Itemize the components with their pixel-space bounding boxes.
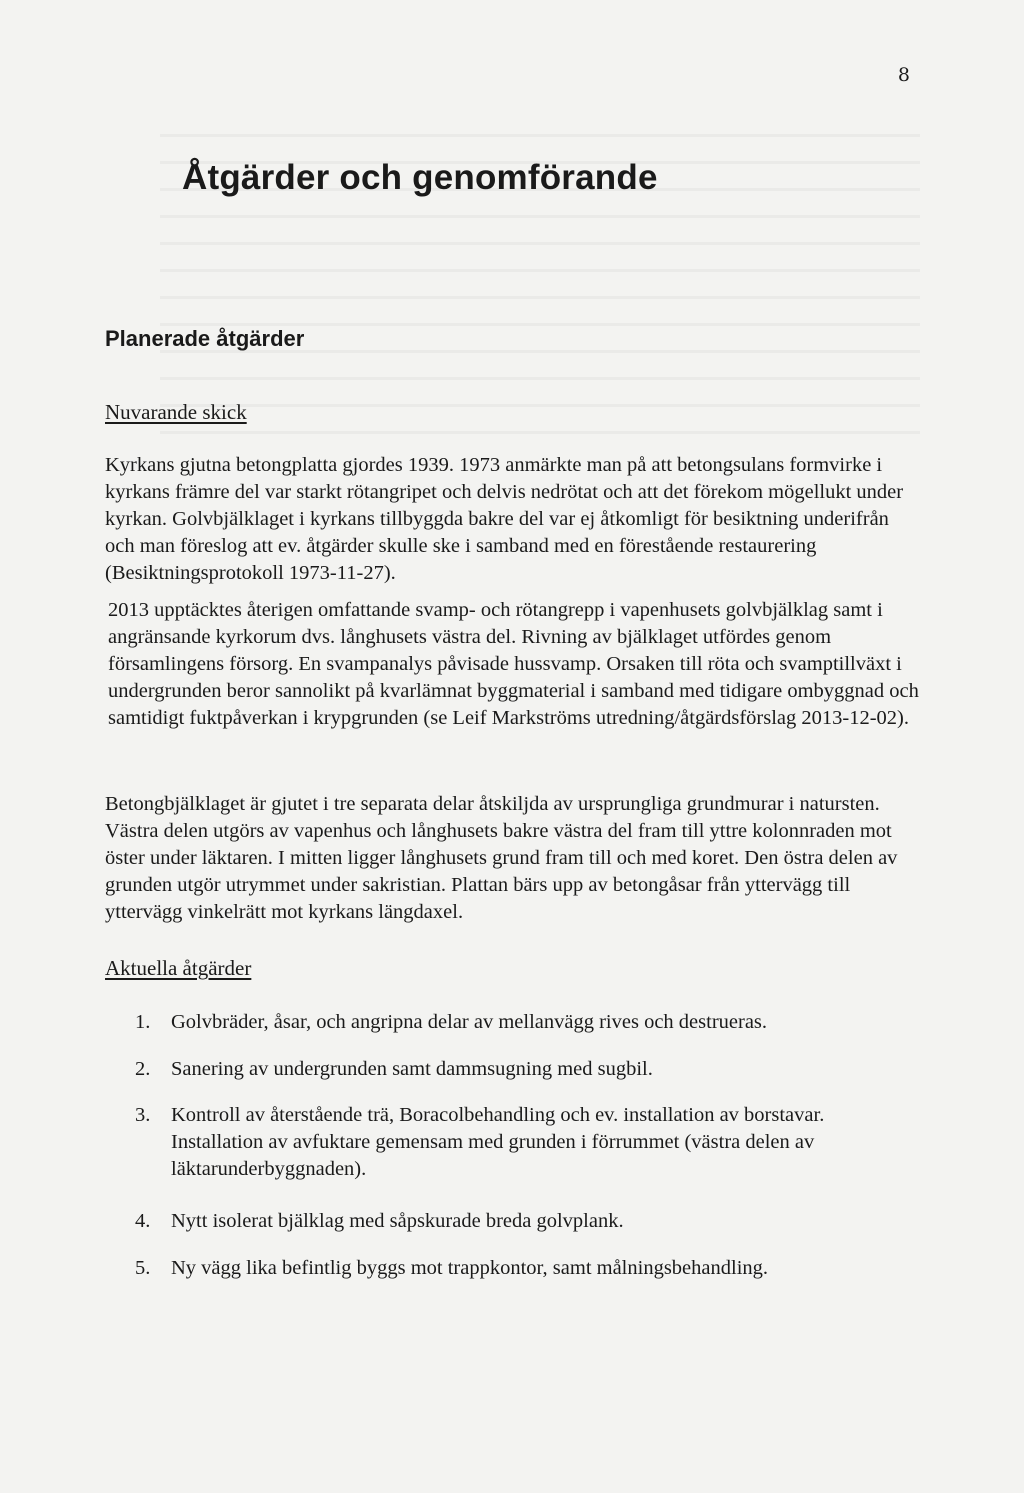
subsection-label-aktuella-atgarder: Aktuella åtgärder [105,956,252,980]
list-item-text: Ny vägg lika befintlig byggs mot trappkontor, samt målningsbehandling. [171,1257,769,1279]
list-item [135,1056,915,1083]
subsection-label-nuvarande-skick: Nuvarande skick [105,400,247,424]
list-item-number: 1. [135,1011,151,1033]
list-item-text: Nytt isolerat bjälklag med såpskurade breda golvplank. [171,1210,624,1232]
list-item [135,1102,915,1183]
section-heading-planerade: Planerade åtgärder [105,326,305,351]
page-number: 8 [897,64,910,86]
list-item-number: 3. [135,1104,151,1126]
list-item [135,1208,915,1235]
list-item-number: 4. [135,1210,151,1232]
list-item-text: Sanering av undergrunden samt dammsugning med sugbil. [171,1058,653,1080]
list-item [135,1009,915,1036]
list-item-number: 5. [135,1257,151,1279]
list-item-text: Golvbräder, åsar, och angripna delar av mellanvägg rives och destrueras. [171,1011,768,1033]
paragraph-svampangrepp: 2013 upptäcktes återigen omfattande svamp- och rötangrepp i vapenhusets golvbjälklag samt i angränsande kyrkorum dvs. långhusets västra del. Rivning av bjälklaget utfördes genom församlingens försorg. En svampanalys påvisade hussvamp. Orsaken till röta och svamptillväxt i undergrunden beror sannolikt på kvarlämnat byggmaterial i samband med tidigare ombyggnad och samtidigt fuktpåverkan i krypgrunden (se Leif Markströms utredning/åtgärdsförslag 2013-12-02). [108,599,919,729]
page-title: Åtgärder och genomförande [182,158,658,197]
action-list [135,1009,915,1302]
list-item [135,1255,915,1282]
paragraph-betongbjalklag: Betongbjälklaget är gjutet i tre separata delar åtskiljda av ursprungliga grundmurar i natursten. Västra delen utgörs av vapenhus och långhusets bakre västra del fram till yttre kolonnraden mot öster under läktaren. I mitten ligger långhusets grund fram till och med koret. Den östra delen av grunden utgör utrymmet under sakristian. Plattan bärs upp av betongåsar från yttervägg till yttervägg vinkelrätt mot kyrkans längdaxel. [105,793,898,923]
list-item-text: Kontroll av återstående trä, Boracolbehandling och ev. installation av borstavar. Installation av avfuktare gemensam med grunden i förrummet (västra delen av läktarunderbyggnaden). [171,1104,825,1180]
list-item-number: 2. [135,1058,151,1080]
paragraph-betongplatta: Kyrkans gjutna betongplatta gjordes 1939. 1973 anmärkte man på att betongsulans formvirke i kyrkans främre del var starkt rötangripet och delvis nedrötat och att det förekom mögellukt under kyrkan. Golvbjälklaget i kyrkans tillbyggda bakre del var ej åtkomligt för besiktning underifrån och man föreslog att ev. åtgärder skulle ske i samband med en förestående restaurering (Besiktningsprotokoll 1973-11-27). [105,454,904,584]
